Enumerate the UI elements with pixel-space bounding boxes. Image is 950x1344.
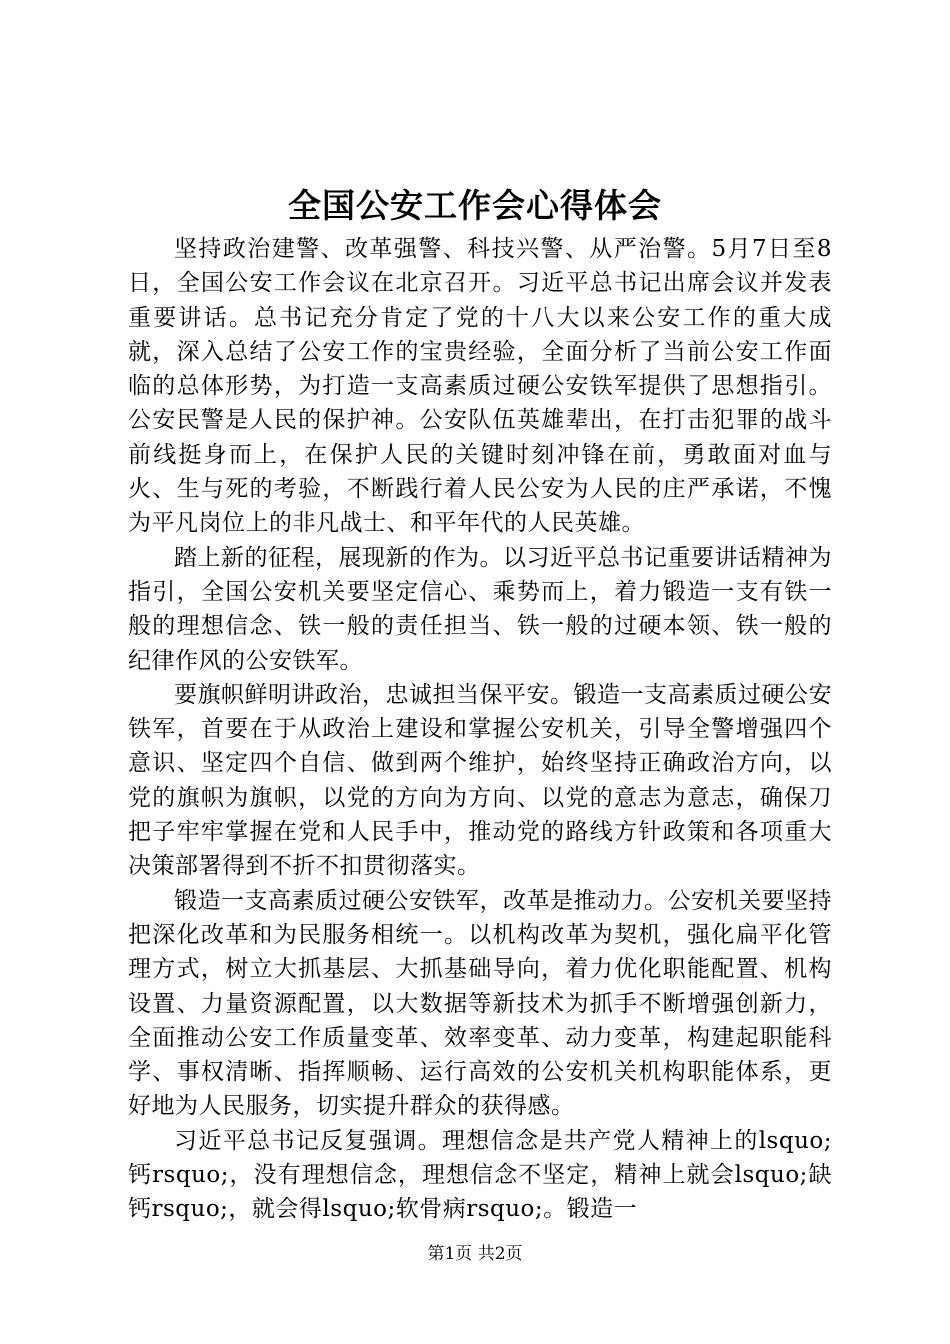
document-body [128,232,832,1227]
paragraph-3: 要旗帜鲜明讲政治，忠诚担当保平安。锻造一支高素质过硬公安铁军，首要在于从政治上建设和掌握公安机关，引导全警增强四个意识、坚定四个自信、做到两个维护，始终坚持正确政治方向，以党的旗帜为旗帜，以党的方向为方向、以党的意志为意志，确保刀把子牢牢掌握在党和人民手中，推动党的路线方针政策和各项重大决策部署得到不折不扣贯彻落实。 [128,681,832,880]
paragraph-5: 习近平总书记反复强调。理想信念是共产党人精神上的lsquo;钙rsquo;，没有理想信念，理想信念不坚定，精神上就会lsquo;缺钙rsquo;，就会得lsquo;软骨病rsquo;。锻造一 [128,1127,832,1223]
paragraph-2: 踏上新的征程，展现新的作为。以习近平总书记重要讲话精神为指引，全国公安机关要坚定信心、乘势而上，着力锻造一支有铁一般的理想信念、铁一般的责任担当、铁一般的过硬本领、铁一般的纪律作风的公安铁军。 [128,544,832,674]
document-title: 全国公安工作会心得体会 [288,186,662,225]
paragraph-4: 锻造一支高素质过硬公安铁军，改革是推动力。公安机关要坚持把深化改革和为民服务相统一。以机构改革为契机，强化扁平化管理方式，树立大抓基层、大抓基础导向，着力优化职能配置、机构设置、力量资源配置，以大数据等新技术为抓手不断增强创新力，全面推动公安工作质量变革、效率变革、动力变革，构建起职能科学、事权清晰、指挥顺畅、运行高效的公安机关机构职能体系，更好地为人民服务，切实提升群众的获得感。 [128,887,832,1120]
paragraph-1: 坚持政治建警、改革强警、科技兴警、从严治警。5月7日至8日，全国公安工作会议在北京召开。习近平总书记出席会议并发表重要讲话。总书记充分肯定了党的十八大以来公安工作的重大成就，深入总结了公安工作的宝贵经验，全面分析了当前公安工作面临的总体形势，为打造一支高素质过硬公安铁军提供了思想指引。公安民警是人民的保护神。公安队伍英雄辈出，在打击犯罪的战斗前线挺身而上，在保护人民的关键时刻冲锋在前，勇敢面对血与火、生与死的考验，不断践行着人民公安为人民的庄严承诺，不愧为平凡岗位上的非凡战士、和平年代的人民英雄。 [128,236,832,537]
page-footer: 第1页 共2页 [427,1244,523,1264]
